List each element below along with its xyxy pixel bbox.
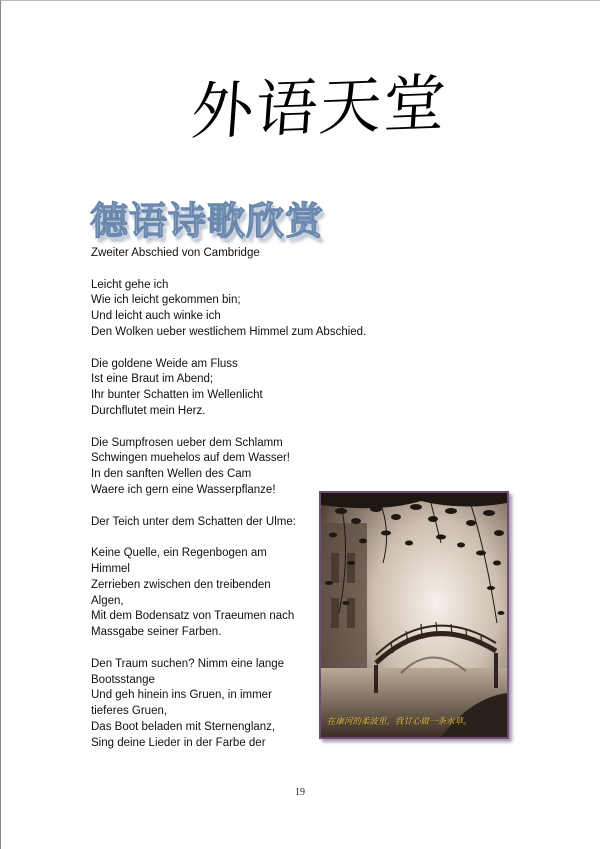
poem-line: Ist eine Braut im Abend; — [91, 373, 214, 386]
poem-line: Die goldene Weide am Fluss — [91, 357, 238, 370]
poem-line: Der Teich unter dem Schatten der Ulme: — [91, 515, 296, 528]
poem-line: Das Boot beladen mit Sternenglanz, — [91, 720, 276, 733]
poem-line: Den Wolken ueber westlichem Himmel zum Abschied. — [91, 325, 367, 338]
poem-line: Und geh hinein ins Gruen, in immer — [91, 689, 272, 702]
stanza-6 — [91, 657, 316, 752]
poem-line: Mit dem Bodensatz von Traeumen nach — [91, 610, 295, 623]
stanza-4 — [91, 515, 316, 531]
poem-line: Algen, — [91, 594, 124, 607]
poem-line: Ihr bunter Schatten im Wellenlicht — [91, 389, 263, 402]
poem-line: Durchflutet mein Herz. — [91, 404, 206, 417]
poem-line: Schwingen muehelos auf dem Wasser! — [91, 452, 291, 465]
poem-line: Massgabe seiner Farben. — [91, 626, 222, 639]
stanza-1 — [91, 278, 367, 341]
stanza-3 — [91, 436, 316, 499]
page-number: 19 — [295, 787, 305, 798]
bridge-illustration — [321, 493, 507, 737]
bridge-photo — [319, 491, 509, 739]
poem-line: tieferes Gruen, — [91, 705, 168, 718]
page-title: 外语天堂 — [188, 66, 450, 149]
poem-line: Und leicht auch winke ich — [91, 310, 221, 323]
poem-title: Zweiter Abschied von Cambridge — [91, 247, 260, 259]
poem-line: Die Sumpfrosen ueber dem Schlamm — [91, 436, 283, 449]
stanza-5 — [91, 546, 316, 641]
poem-line: Leicht gehe ich — [91, 278, 169, 291]
poem-line: Zerrieben zwischen den treibenden — [91, 578, 271, 591]
section-subtitle: 德语诗歌欣赏 — [90, 199, 325, 243]
photo-caption: 在康河的柔波里，我甘心做一条水草。 — [327, 717, 472, 727]
poem-line: Wie ich leicht gekommen bin; — [91, 294, 241, 307]
poem-line: Himmel — [91, 562, 130, 575]
poem-text — [91, 246, 367, 767]
poem-line: In den sanften Wellen des Cam — [91, 468, 252, 481]
poem-line: Sing deine Lieder in der Farbe der — [91, 736, 266, 749]
poem-line: Den Traum suchen? Nimm eine lange — [91, 657, 285, 670]
stanza-2 — [91, 357, 316, 420]
poem-line: Waere ich gern eine Wasserpflanze! — [91, 483, 276, 496]
poem-line: Bootsstange — [91, 673, 155, 686]
poem-line: Keine Quelle, ein Regenbogen am — [91, 547, 267, 560]
